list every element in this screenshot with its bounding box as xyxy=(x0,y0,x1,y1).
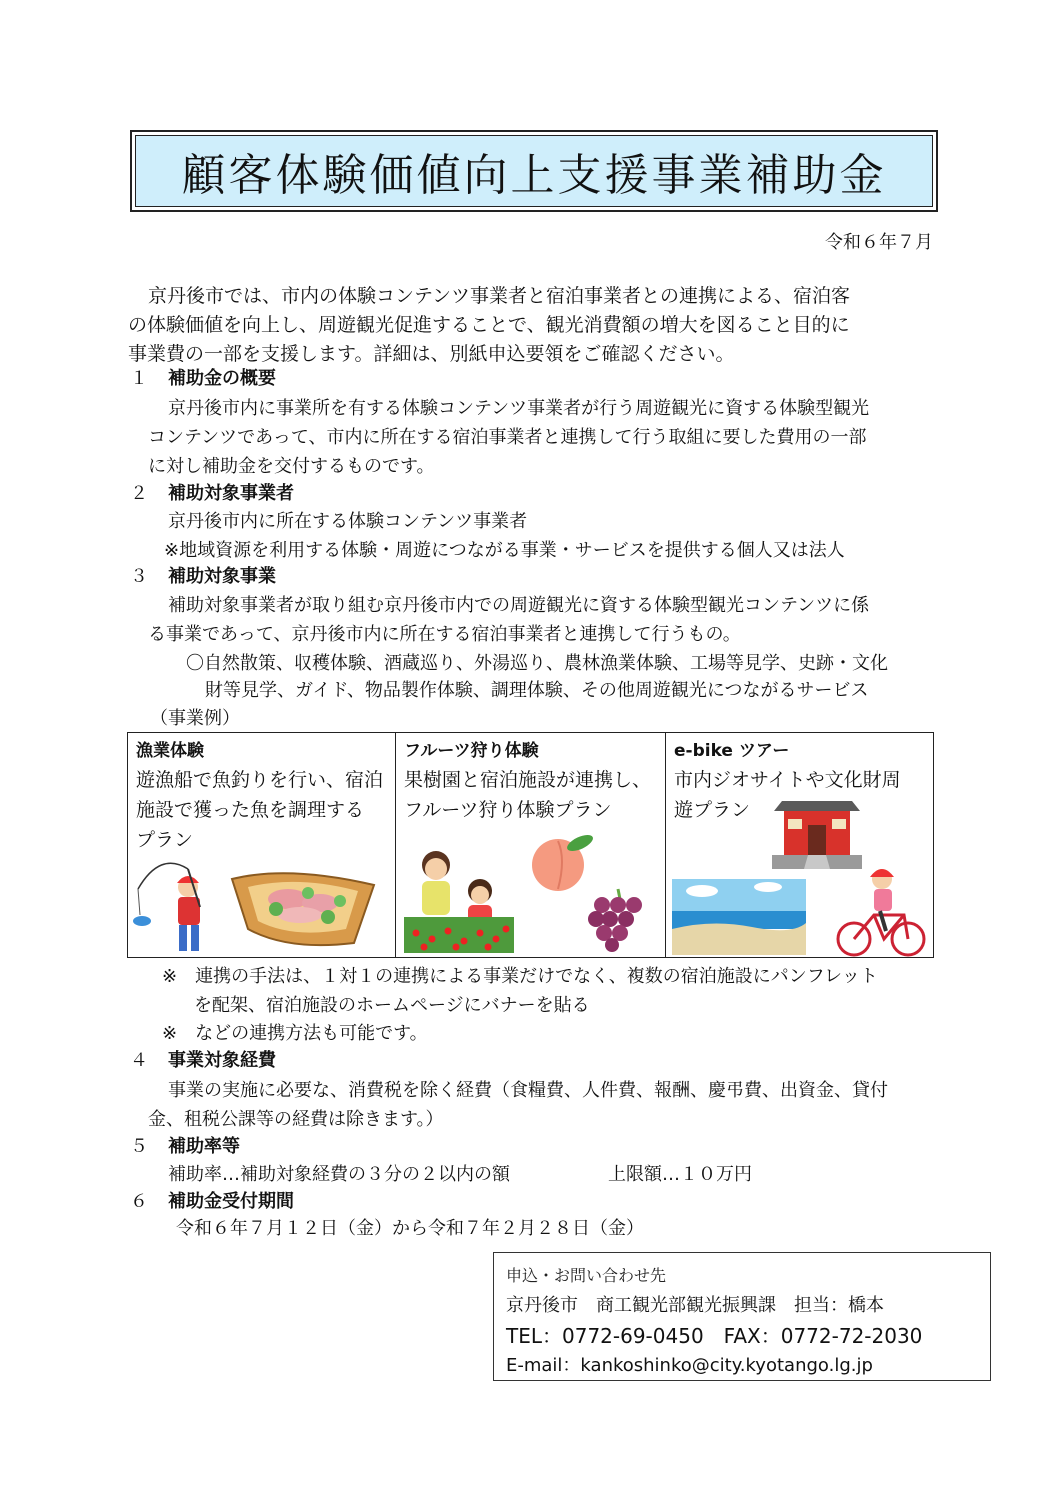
cyclist-icon xyxy=(834,863,928,959)
application-period: 令和６年７月１２日（金）から令和７年２月２８日（金） xyxy=(176,1218,644,1239)
example-title: e-bike ツアー xyxy=(674,741,790,761)
document-date: 令和６年７月 xyxy=(825,232,933,253)
section-1-line-3: に対し補助金を交付するものです。 xyxy=(148,456,435,477)
fishing-person-icon xyxy=(130,849,222,953)
section-3-line-2: る事業であって、京丹後市内に所在する宿泊事業者と連携して行うもの。 xyxy=(148,624,741,645)
note-line-3: ※ などの連携方法も可能です。 xyxy=(162,1023,428,1044)
section-title: 補助対象事業 xyxy=(168,566,276,587)
contact-label: 申込・お問い合わせ先 xyxy=(506,1266,667,1285)
page-title: 顧客体験価値向上支援事業補助金 xyxy=(135,135,933,207)
peach-icon xyxy=(522,829,602,893)
shrine-gate-icon xyxy=(772,793,862,869)
example-text-line: 施設で獲った魚を調理する xyxy=(136,799,365,821)
example-text-line: 果樹園と宿泊施設が連携し、 xyxy=(404,769,652,791)
section-3-line-1: 補助対象事業者が取り組む京丹後市内での周遊観光に資する体験型観光コンテンツに係 xyxy=(168,595,870,616)
section-4-line-1: 事業の実施に必要な、消費税を除く経費（食糧費、人件費、報酬、慶弔費、出資金、貸付 xyxy=(168,1080,888,1101)
beach-icon xyxy=(672,879,806,955)
section-3-line-3: 〇自然散策、収穫体験、酒蔵巡り、外湯巡り、農林漁業体験、工場等見学、史跡・文化 xyxy=(186,653,888,674)
section-title: 補助金の概要 xyxy=(168,368,276,389)
intro-line-1: 京丹後市では、市内の体験コンテンツ事業者と宿泊事業者との連携による、宿泊客 xyxy=(148,285,851,307)
contact-department: 京丹後市 商工観光部観光振興課 担当：橋本 xyxy=(506,1295,884,1316)
grapes-icon xyxy=(582,885,652,953)
subsidy-limit: 上限額…１０万円 xyxy=(608,1164,752,1185)
example-text-line: 遊プラン xyxy=(674,799,751,821)
example-fishing xyxy=(128,733,396,957)
section-title: 事業対象経費 xyxy=(168,1050,276,1071)
example-text-line: 市内ジオサイトや文化財周 xyxy=(674,769,901,791)
section-6-heading xyxy=(130,1187,294,1216)
example-title: 漁業体験 xyxy=(136,741,204,761)
section-number: ２ xyxy=(130,483,148,504)
section-5-heading xyxy=(130,1132,240,1161)
fish-boat-dish-icon xyxy=(228,865,378,951)
mother-child-strawberry-icon xyxy=(404,843,514,953)
contact-email[interactable]: E-mail：kankoshinko@city.kyotango.lg.jp xyxy=(506,1355,873,1376)
section-number: ３ xyxy=(130,566,148,587)
example-ebike-tour xyxy=(666,733,932,957)
section-title: 補助金受付期間 xyxy=(168,1191,294,1212)
section-4-line-2: 金、租税公課等の経費は除きます。） xyxy=(148,1109,444,1130)
contact-phone-fax: TEL：0772-69-0450 FAX：0772-72-2030 xyxy=(506,1324,923,1348)
example-fruit-picking xyxy=(396,733,666,957)
intro-line-2: の体験価値を向上し、周遊観光促進することで、観光消費額の増大を図ること目的に xyxy=(128,314,850,336)
section-number: ５ xyxy=(130,1136,148,1157)
section-2-line-1: 京丹後市内に所在する体験コンテンツ事業者 xyxy=(168,511,528,532)
section-title: 補助率等 xyxy=(168,1136,240,1157)
intro-line-3: 事業費の一部を支援します。詳細は、別紙申込要領をご確認ください。 xyxy=(128,343,735,365)
example-title: フルーツ狩り体験 xyxy=(404,741,539,761)
section-number: ４ xyxy=(130,1050,148,1071)
section-4-heading xyxy=(130,1046,276,1075)
section-2-line-2: ※地域資源を利用する体験・周遊につながる事業・サービスを提供する個人又は法人 xyxy=(164,540,845,561)
contact-box xyxy=(493,1252,991,1381)
example-text-line: プラン xyxy=(136,829,194,851)
note-line-1: ※ 連携の手法は、１対１の連携による事業だけでなく、複数の宿泊施設にパンフレット xyxy=(162,966,878,987)
note-line-2: を配架、宿泊施設のホームページにバナーを貼る xyxy=(194,995,590,1016)
subsidy-rate: 補助率…補助対象経費の３分の２以内の額 xyxy=(168,1164,510,1185)
examples-table xyxy=(127,732,934,958)
section-number: ６ xyxy=(130,1191,148,1212)
section-1-heading xyxy=(130,364,276,393)
example-text-line: フルーツ狩り体験プラン xyxy=(404,799,612,821)
section-1-line-1: 京丹後市内に事業所を有する体験コンテンツ事業者が行う周遊観光に資する体験型観光 xyxy=(168,398,870,419)
section-number: １ xyxy=(130,368,148,389)
example-text-line: 遊漁船で魚釣りを行い、宿泊 xyxy=(136,769,384,791)
section-3-heading xyxy=(130,562,276,591)
section-2-heading xyxy=(130,479,294,508)
title-box xyxy=(130,130,938,212)
section-3-line-4: 財等見学、ガイド、物品製作体験、調理体験、その他周遊観光につながるサービス xyxy=(205,680,869,701)
examples-caption: （事業例） xyxy=(150,708,240,729)
section-1-line-2: コンテンツであって、市内に所在する宿泊事業者と連携して行う取組に要した費用の一部 xyxy=(148,427,867,448)
section-title: 補助対象事業者 xyxy=(168,483,294,504)
